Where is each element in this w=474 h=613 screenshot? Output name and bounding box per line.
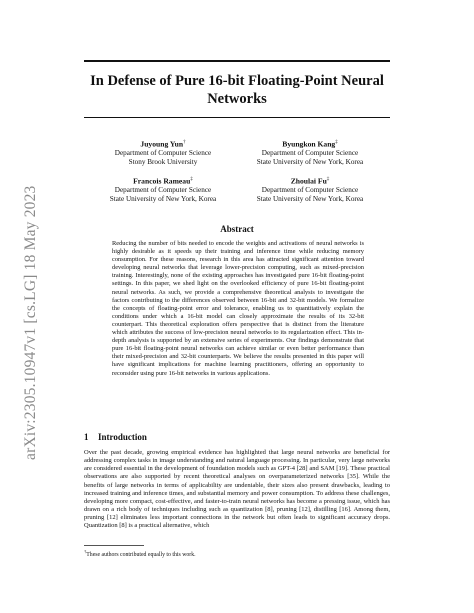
paper-title: In Defense of Pure 16-bit Floating-Point Neural Networks bbox=[90, 73, 384, 107]
introduction-text: Over the past decade, growing empirical evidence has highlighted that large neural networks are beneficial for addressing complex tasks in image understanding and natural language processing. In particular, very large networks are considered essential in the development of foundation models such as GPT-4 [28] and SAM [19]. These practical observations are also supported by recent theoretical analyses on overparameterized networks [35]. While the benefits of large networks in terms of applicability are undeniable, their sizes also present drawbacks, leading to increased training and inference times, and substantial memory and power consumption. To address these challenges, developing more compact, cost-effective, and faster-to-train neural networks has become a pressing issue, which has drawn on a rich body of techniques including such as quantization [8], pruning [12], distilling [16]. Among them, pruning [12] eliminates less important connections in the network but often leads to significant accuracy drops. Quantization [8] is a practical alternative, which bbox=[84, 449, 390, 530]
author-department: Department of Computer Science bbox=[114, 149, 212, 158]
footnote-text: These authors contributed equally to this work. bbox=[86, 551, 196, 558]
author-affiliation: State University of New York, Korea bbox=[256, 195, 364, 204]
author-affiliation: Stony Brook University bbox=[128, 158, 198, 167]
title-top-rule bbox=[84, 60, 390, 62]
author-block bbox=[225, 175, 395, 204]
section-title: Introduction bbox=[98, 432, 147, 442]
arxiv-identifier: arXiv:2305.10947v1 [cs.LG] 18 May 2023 bbox=[22, 185, 39, 460]
author-affiliation: State University of New York, Korea bbox=[256, 158, 364, 167]
author-mark: † bbox=[183, 140, 186, 145]
section-number: 1 bbox=[84, 432, 89, 442]
author-block bbox=[78, 138, 248, 167]
author-block bbox=[225, 138, 395, 167]
author-name: Francois Rameau bbox=[133, 176, 191, 186]
author-department: Department of Computer Science bbox=[114, 186, 212, 195]
abstract-heading: Abstract bbox=[220, 224, 254, 234]
abstract-text: Reducing the number of bits needed to encode the weights and activations of neural networks is highly desirable as it speeds up their training and inference time while reducing memory consumption. For these reasons, research in this area has attracted significant attention toward developing neural networks that leverage lower-precision computing, such as mixed-precision training. Interestingly, none of the existing approaches has investigated pure 16-bit floating-point settings. In this paper, we shed light on the overlooked efficiency of pure 16-bit floating-point neural networks. As such, we provide a comprehensive theoretical analysis to investigate the factors contributing to the differences observed between 16-bit and 32-bit models. We formalize the concepts of floating-point error and tolerance, enabling us to quantitatively explain the conditions under which a 16-bit model can closely approximate the results of its 32-bit counterpart. This theoretical exploration offers perspective that is distinct from the literature which attributes the success of low-precision neural networks to its regularization effect. This in-depth analysis is supported by an extensive series of experiments. Our findings demonstrate that pure 16-bit floating-point neural networks can achieve similar or even better performance than their mixed-precision and 32-bit counterparts. We believe the results presented in this paper will have significant implications for machine learning practitioners, offering an opportunity to reconsider using pure 16-bit networks in various applications. bbox=[112, 240, 364, 377]
author-mark: ‡ bbox=[335, 140, 338, 145]
author-name: Juyoung Yun bbox=[140, 139, 184, 149]
author-department: Department of Computer Science bbox=[261, 149, 359, 158]
author-department: Department of Computer Science bbox=[261, 186, 359, 195]
footnote bbox=[84, 548, 390, 559]
section-heading bbox=[84, 432, 390, 442]
author-mark: ‡ bbox=[190, 177, 193, 182]
footnote-rule bbox=[84, 545, 144, 546]
author-name: Zhoulai Fu bbox=[290, 176, 327, 186]
author-affiliation: State University of New York, Korea bbox=[109, 195, 217, 204]
author-name: Byungkon Kang bbox=[282, 139, 336, 149]
author-block bbox=[78, 175, 248, 204]
footnote-mark: † bbox=[84, 549, 87, 554]
author-mark: ‡ bbox=[326, 177, 330, 182]
title-bottom-rule bbox=[84, 117, 390, 118]
